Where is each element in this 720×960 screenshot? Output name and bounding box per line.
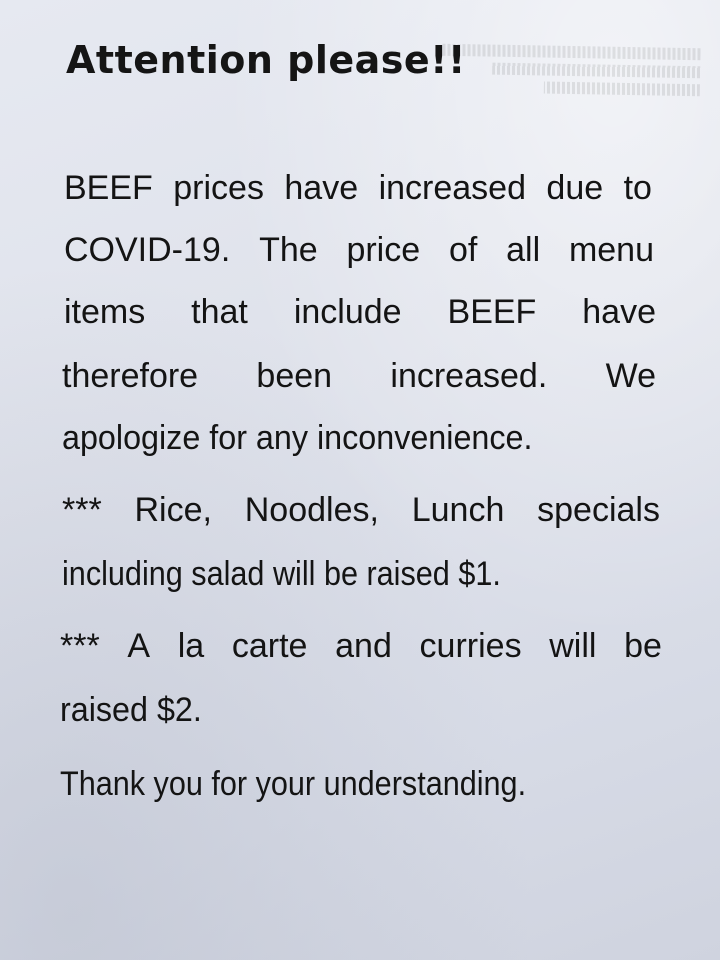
- item1-line1: [62, 488, 660, 532]
- word: increased.: [390, 357, 548, 395]
- word: all: [506, 231, 541, 269]
- word: due: [546, 169, 604, 207]
- word: carte: [231, 627, 308, 665]
- word: price: [346, 231, 421, 269]
- notice-heading: Attention please!!: [66, 38, 466, 82]
- word: will: [549, 627, 597, 665]
- bullet-asterisks: ***: [62, 491, 102, 529]
- word: to: [623, 169, 652, 207]
- word: menu: [568, 231, 654, 269]
- word: prices: [173, 169, 264, 207]
- word: been: [256, 357, 333, 395]
- word: The: [259, 231, 318, 269]
- word: therefore: [62, 357, 199, 395]
- item2-line1: [60, 624, 662, 668]
- word: curries: [419, 627, 522, 665]
- word: BEEF: [64, 169, 153, 207]
- bullet-asterisks: ***: [60, 627, 100, 665]
- para1-line2: [64, 228, 654, 272]
- para1-line5: apologize for any inconvenience.: [62, 419, 533, 457]
- word: have: [284, 169, 359, 207]
- word: specials: [537, 491, 660, 529]
- word: of: [448, 231, 478, 269]
- word: increased: [378, 169, 526, 207]
- word: items: [64, 293, 146, 331]
- word: Rice,: [134, 491, 212, 529]
- word: A: [127, 627, 151, 665]
- word: Noodles,: [244, 491, 379, 529]
- item2-line2: raised $2.: [60, 691, 202, 729]
- para1-line1: [64, 166, 652, 210]
- word: include: [293, 293, 402, 331]
- word: Lunch: [411, 491, 505, 529]
- word: that: [191, 293, 248, 331]
- word: COVID-19.: [64, 231, 231, 269]
- word: BEEF: [447, 293, 537, 331]
- word: and: [335, 627, 392, 665]
- para1-line4: [62, 354, 656, 398]
- word: be: [624, 627, 662, 665]
- show-through-print: [439, 44, 700, 119]
- word: la: [177, 627, 205, 665]
- word: We: [605, 357, 656, 395]
- closing-line: Thank you for your understanding.: [60, 765, 527, 803]
- para1-line3: [64, 290, 656, 334]
- item1-line2: including salad will be raised $1.: [62, 555, 501, 593]
- word: have: [582, 293, 656, 331]
